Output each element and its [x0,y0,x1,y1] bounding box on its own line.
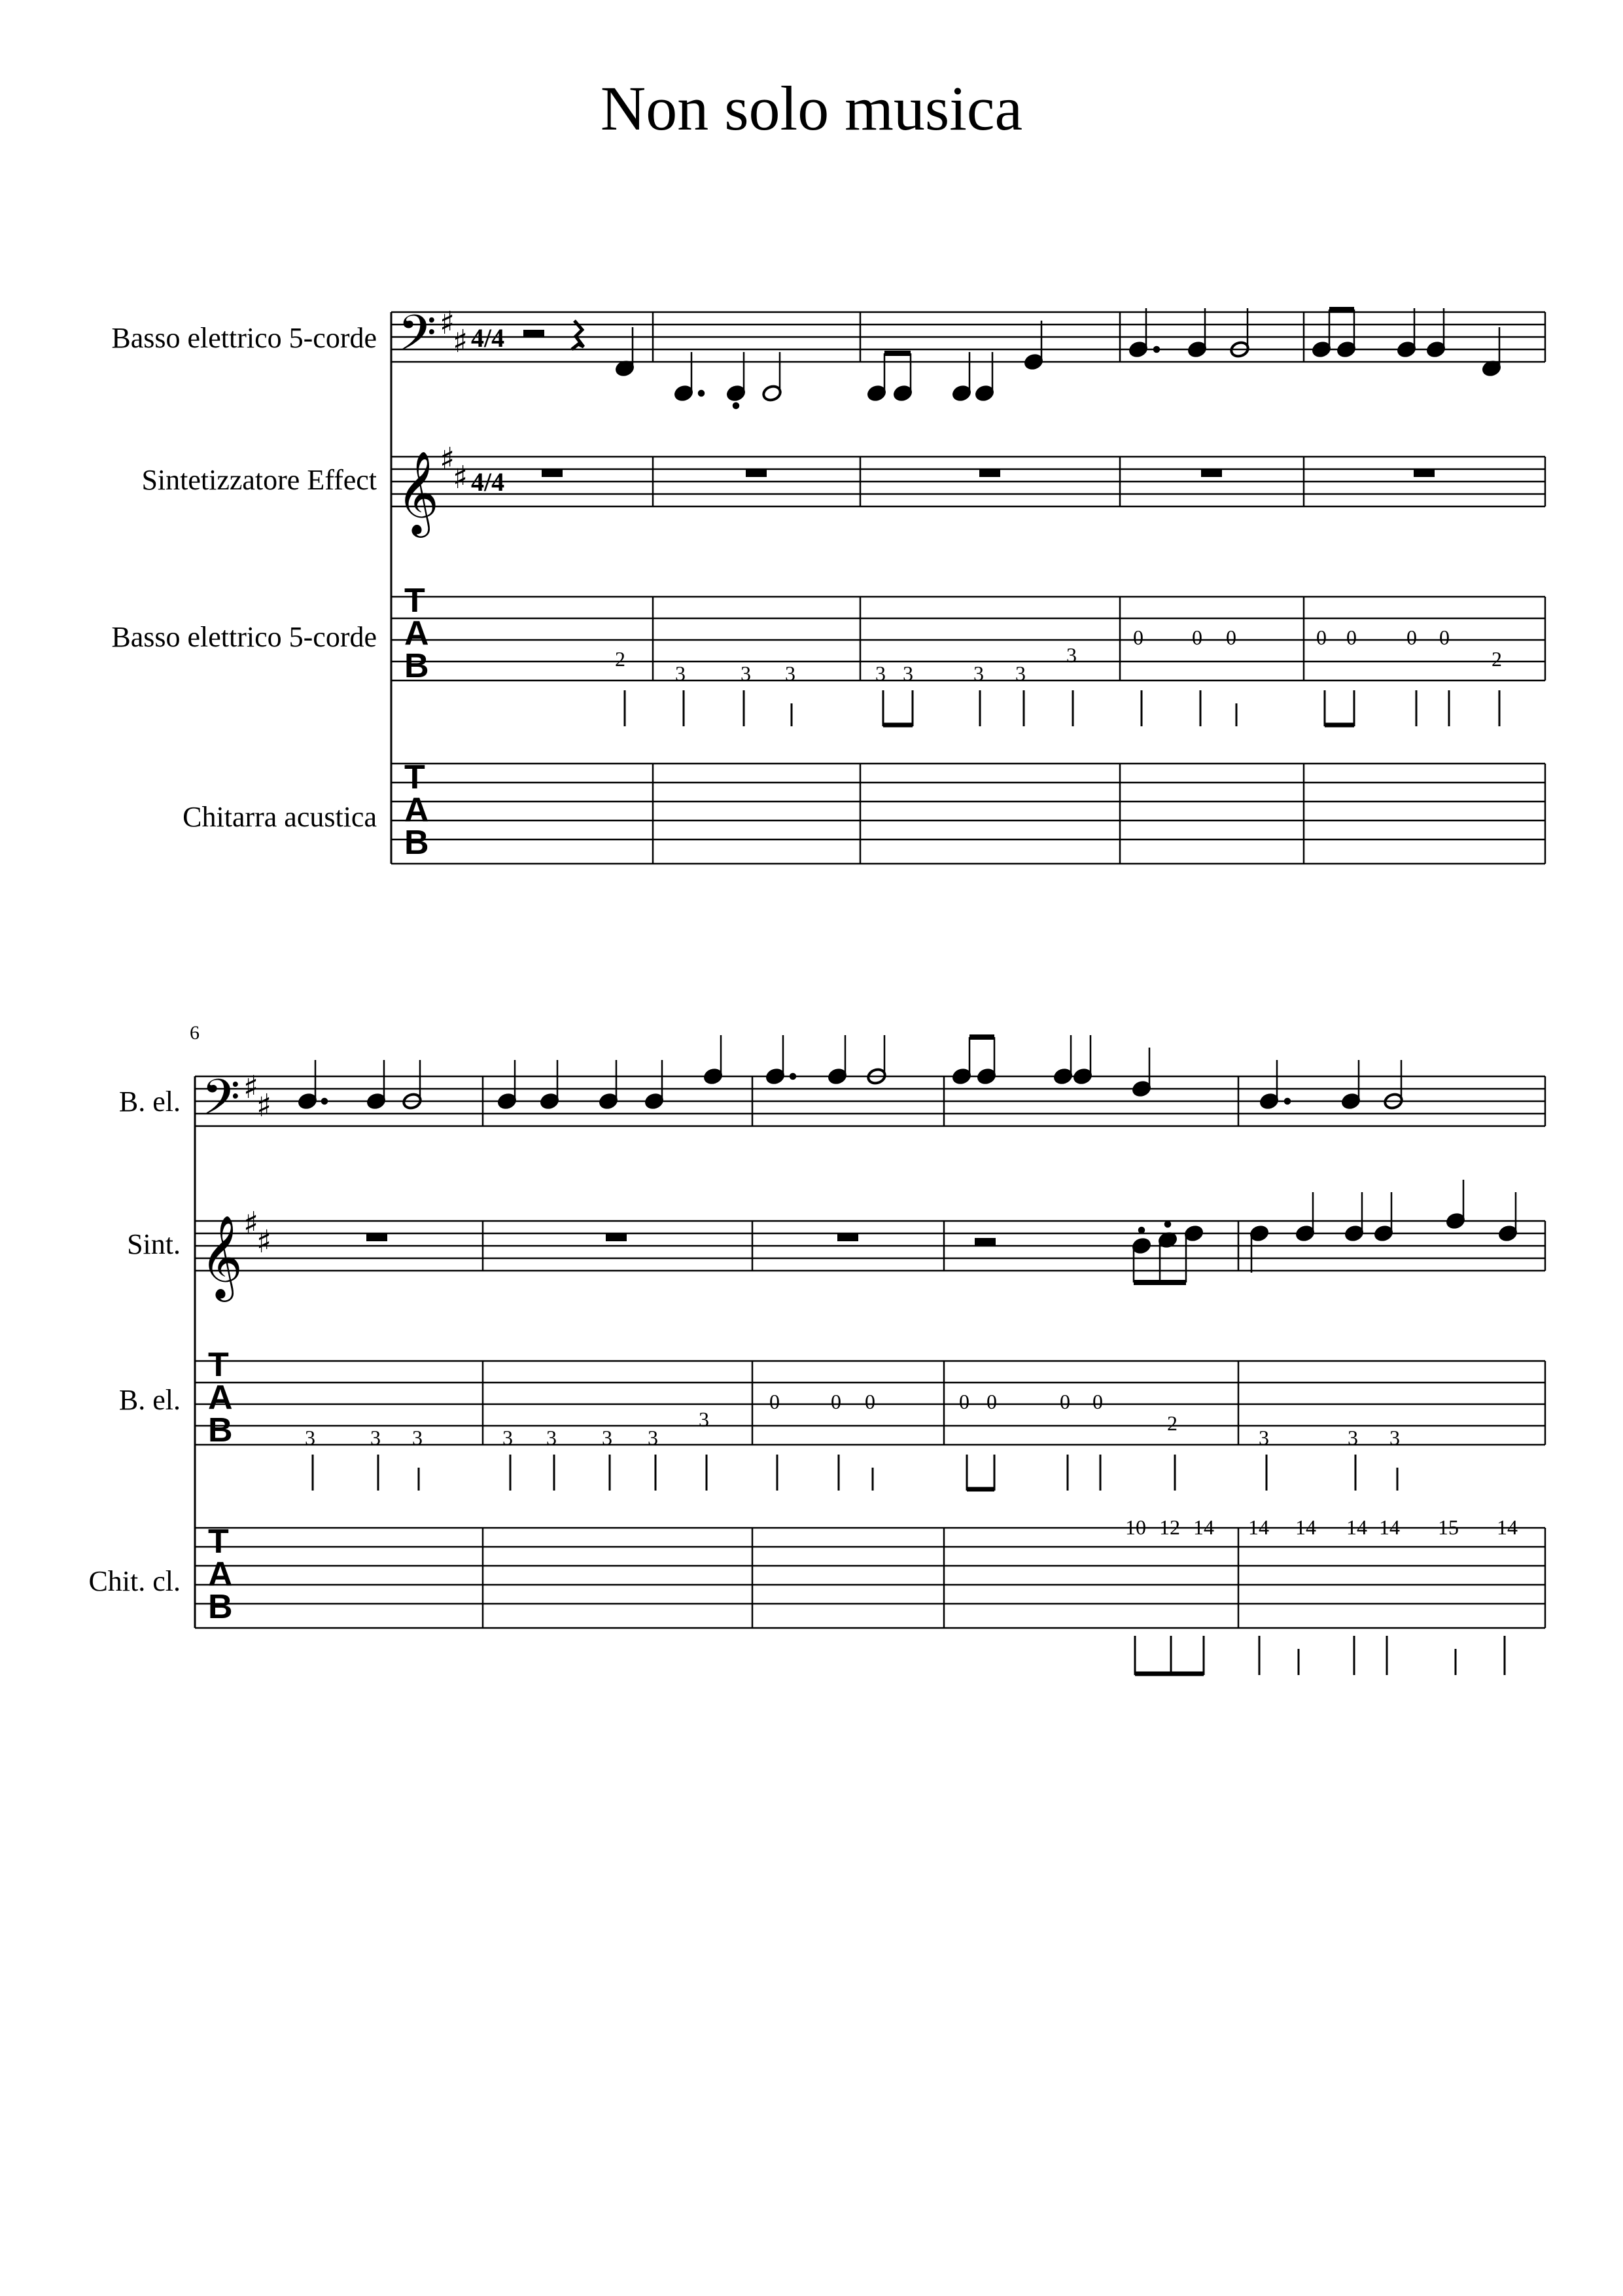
tab-fret: 3 [741,662,751,685]
tab-fret: 3 [1015,662,1026,685]
whole-rest-icon [837,1233,858,1241]
whole-rest-icon [746,469,767,477]
tab-clef-letter: T [404,758,425,796]
tab-fret: 0 [1439,626,1450,649]
tab-fret: 3 [602,1426,612,1449]
whole-rest-icon [979,469,1000,477]
sharp-icon: ♯ [256,1224,272,1260]
tab-fret: 14 [1193,1515,1214,1539]
tab-clef-1b [404,758,429,862]
tab-fret: 2 [1167,1411,1178,1435]
sharp-icon: ♯ [453,459,468,496]
tab-fret: 0 [986,1390,997,1413]
tab-fret: 3 [648,1426,658,1449]
tab-fret: 3 [305,1426,315,1449]
bass-notes-1 [614,308,1501,408]
tab-clef-letter: A [208,1379,233,1417]
treble-clef-icon: 𝄞 [396,450,440,534]
tab-fret: 0 [1406,626,1417,649]
tab-fret: 3 [1259,1426,1269,1449]
staff-label-bass-2: B. el. [118,1086,181,1118]
tab-fret: 0 [1346,626,1357,649]
bass-clef-icon: 𝄢 [398,304,437,374]
staff-synth-2 [195,1221,1545,1271]
tab-fret: 0 [1133,626,1143,649]
whole-rests [366,330,1435,1246]
tab-numbers [305,626,1518,1539]
staff-label-bass-tab-1: Basso elettrico 5-corde [111,621,377,653]
staff-guitar-tab-2 [195,1528,1545,1628]
staff-synth-1 [391,457,1545,506]
half-rest-icon [975,1238,996,1246]
tab-fret: 3 [370,1426,381,1449]
tab-fret: 2 [615,647,625,671]
synth-notes-2 [1131,1180,1518,1282]
tab-clef-letter: T [208,1523,229,1561]
sharp-icon: ♯ [453,323,468,360]
sharp-icon: ♯ [440,441,455,478]
staff-label-guitar-1: Chitarra acustica [183,801,377,833]
half-rest-icon [523,330,544,338]
key-signature-sharp-icons [440,305,468,360]
tab-fret: 0 [1316,626,1327,649]
whole-rest-icon [1414,469,1435,477]
tab-fret: 3 [675,662,686,685]
tab-fret: 3 [1348,1426,1358,1449]
sharp-icon: ♯ [243,1069,259,1106]
tab-clef-letter: A [208,1555,233,1593]
whole-rest-icon [542,469,563,477]
tab-fret: 0 [1192,626,1202,649]
tab-fret: 3 [699,1407,709,1431]
bass-clef-icon: 𝄢 [201,1069,241,1139]
tab-fret: 14 [1295,1515,1316,1539]
tab-clef-letter: B [208,1588,233,1626]
barlines-2 [483,1076,1545,1628]
sharp-icon: ♯ [256,1087,272,1124]
sharp-icon: ♯ [440,305,455,342]
tab-fret: 3 [903,662,913,685]
tab-fret: 0 [1092,1390,1103,1413]
measure-number: 6 [190,1022,200,1044]
tab-fret: 0 [1060,1390,1070,1413]
tab-fret: 14 [1497,1515,1518,1539]
time-signature: 4/4 [471,323,505,353]
treble-clef-icon: 𝄞 [200,1214,243,1298]
tab-fret: 3 [875,662,886,685]
tab-fret: 0 [959,1390,969,1413]
staff-label-synth-1: Sintetizzatore Effect [141,464,377,496]
tab-fret: 3 [502,1426,513,1449]
tab-fret: 0 [1226,626,1236,649]
tab-fret: 14 [1346,1515,1367,1539]
whole-rest-icon [1201,469,1222,477]
staff-label-bass-1: Basso elettrico 5-corde [111,322,377,354]
tab-fret: 15 [1438,1515,1459,1539]
staff-label-synth-2: Sint. [127,1228,181,1260]
tab-clef-letter: T [404,582,425,620]
key-signature-sharp-icons [440,441,468,496]
staff-bass-1 [391,312,1545,362]
whole-rest-icon [366,1233,387,1241]
tab-fret: 12 [1159,1515,1180,1539]
sharp-icon: ♯ [243,1205,259,1242]
tab-fret: 3 [785,662,795,685]
tab-clef-letter: A [404,614,429,652]
whole-rest-icon [606,1233,627,1241]
tab-clef-letter: B [404,647,429,685]
tab-fret: 0 [865,1390,875,1413]
tab-clef-2b [208,1523,233,1626]
tab-fret: 3 [1389,1426,1400,1449]
tab-clef-letter: A [404,791,429,829]
tab-fret: 3 [412,1426,423,1449]
tab-clef-letter: B [404,824,429,862]
staff-guitar-tab-1 [391,764,1545,864]
tab-fret: 14 [1379,1515,1400,1539]
tab-fret: 3 [973,662,984,685]
tab-fret: 10 [1125,1515,1146,1539]
tab-fret: 14 [1248,1515,1269,1539]
staff-label-bass-tab-2: B. el. [118,1384,181,1416]
tab-clef-letter: T [208,1346,229,1384]
staff-bass-tab-1 [391,597,1545,680]
tab-fret: 3 [546,1426,557,1449]
tab-fret: 3 [1066,643,1077,667]
tab-fret: 0 [831,1390,841,1413]
staff-label-guitar-2: Chit. cl. [88,1565,181,1597]
tab-clef-letter: B [208,1411,233,1449]
score-title: Non solo musica [600,73,1023,143]
tab-fret: 0 [769,1390,780,1413]
tab-fret: 2 [1492,647,1502,671]
time-signature: 4/4 [471,467,505,497]
barlines-1 [653,312,1545,864]
